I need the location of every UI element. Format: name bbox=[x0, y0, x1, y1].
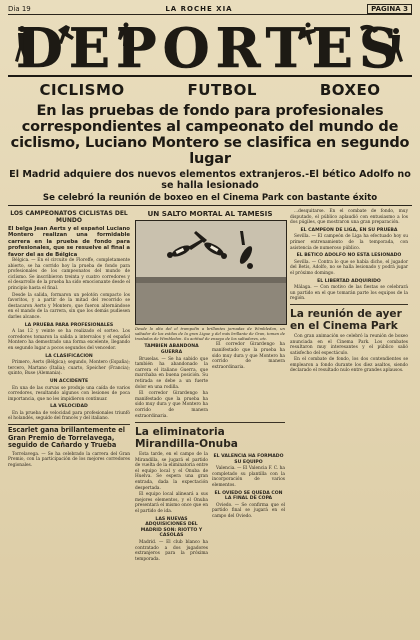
header-date: Dia 19 bbox=[8, 4, 31, 13]
right-paragraph: Málaga. — Con motivo de las fiestas se celebrará un partido en el que tomarán parte los equipos de la región. bbox=[290, 285, 408, 302]
left-paragraph: En la prueba de velocidad para profesionales triunfó el holandés, seguido del francés y del italiano. bbox=[8, 410, 130, 422]
middle-half-right bbox=[212, 342, 285, 420]
left-paragraph: Torrelavega. — Se ha celebrado la carrera del Gran Premio, con la participación de los mejores corredores regionales. bbox=[8, 451, 130, 469]
right-paragraph: En el combate de fondo, los dos contendientes se emplearon a fondo durante los diez asaltos, siendo declarado el resultado nulo entre grandes aplausos. bbox=[290, 357, 408, 374]
masthead-art bbox=[8, 17, 412, 75]
left-paragraph: En una de las curvas se produjo una caída de varios corredores, resultando algunos con lesiones de poca importancia, que no les impidieron continuar. bbox=[8, 385, 130, 402]
right-paragraph: ...desquitarse. En el combate de fondo, muy disputado, el público aplaudió con entusiasmo a los dos púgiles, que mostraron una gran preparación. bbox=[290, 209, 408, 226]
section-boxing: BOXEO bbox=[319, 81, 381, 99]
left-headline-2: Escarlet gana brillantemente el Gran Premio de Torrelavega, seguido de Cañardo y Trueba bbox=[8, 426, 126, 450]
column-middle bbox=[135, 209, 285, 563]
masthead bbox=[8, 17, 412, 77]
subheadline-boxing: Se celebró la reunión de boxeo en el Cinema Park con bastante éxito bbox=[8, 193, 412, 206]
middle-half-left bbox=[135, 452, 208, 563]
article-columns bbox=[8, 209, 412, 563]
main-headline: En las pruebas de fondo para profesionales correspondientes al campeonato del mundo de ciclismo, Luciano Montero se clasifica en segundo lugar bbox=[10, 103, 410, 167]
diving-photo-image bbox=[136, 221, 286, 324]
subheadline-football: El Madrid adquiere dos nuevos elementos extranjeros.-El bético Adolfo no se halla lesionado bbox=[9, 169, 411, 191]
mid-subhead: LAS NUEVAS ADQUISICIONES DEL MADRID SON: RIOTTO Y CASOLAS bbox=[140, 516, 203, 539]
mid-paragraph: Esta tarde, en el campo de la Mirandilla, se jugará el partido de vuelta de la eliminatoria entre el equipo local y el Onuba de Huelva. Se espera una gran entrada, dada la expectación despertada. bbox=[135, 452, 208, 491]
middle-half-left bbox=[135, 342, 208, 420]
mid-paragraph: Valencia. — El Valencia F. C. ha completado su plantilla con la incorporación de varios elementos. bbox=[212, 466, 285, 489]
right-subhead: EL BETICO ADOLFO NO ESTA LESIONADO bbox=[296, 253, 402, 259]
left-paragraph: A las 12 y veinte se ha realizado el sorteo. Los corredores tomaron la salida a intervalos y el español Montero ha demostrado una forma excelente, llegando en segundo lugar a pocos segundos del vencedor. bbox=[8, 329, 130, 351]
column-right bbox=[290, 209, 408, 563]
right-paragraph: Con gran animación se celebró la reunión de boxeo anunciada en el Cinema Park. Los combates resultaron muy interesantes y el público salió satisfecho del espectáculo. bbox=[290, 333, 408, 356]
right-paragraph: Sevilla. — Contra lo que se había dicho, el jugador del Betis, Adolfo, no se halla lesionado y podrá jugar el próximo domingo. bbox=[290, 259, 408, 276]
mid-paragraph: Oviedo. — Se confirma que el partido final se jugará en el campo del Oviedo. bbox=[212, 502, 285, 520]
column-divider bbox=[8, 424, 130, 425]
page-header bbox=[8, 4, 412, 15]
left-subhead: LA CLASIFICACION bbox=[45, 353, 93, 359]
mid-subhead: EL VALENCIA HA FORMADO SU EQUIPO bbox=[213, 454, 284, 465]
right-subhead: EL CAMPEON DE LIGA, EN SU PRUEBA bbox=[300, 227, 398, 233]
right-paragraph: Sevilla. — El campeón de Liga ha efectuado hoy su primer entrenamiento de la temporada, con asistencia de numeroso público. bbox=[290, 234, 408, 251]
mid-paragraph: Bruselas. — Se ha sabido que también ha abandonado la carrera el italiano Guerra, que marchaba en buena posición. Su retirada se debe a un fuerte dolor en una rodilla. bbox=[135, 356, 208, 390]
right-subhead: EL LIBERTAD ADQUIRIDO bbox=[317, 278, 381, 284]
left-paragraph: Bélgica. — En el circuito de Floreffe, completamente abierto, se ha corrido hoy la prueba de fondo para profesionales de los campeonatos del mundo de ciclismo. Se inscribieron treinta y cuatro corredores y el desarrollo de la prueba ha sido emocionante desde el principio hasta el final. bbox=[8, 258, 130, 291]
mid-paragraph: Madrid. — El club blanco ha contratado a dos jugadores extranjeros para la próxima temporada. bbox=[135, 540, 208, 562]
left-paragraph: Desde la salida, formaron un pelotón compacto los favoritos, y a partir de la mitad del recorrido se destacaron Aerts y Montero, que fueron alternándose en el mando de la carrera, sin que los demás pudiesen darles alcance. bbox=[8, 292, 130, 320]
column-divider bbox=[135, 422, 285, 423]
photo-headline: UN SALTO MORTAL AL TAMESIS bbox=[147, 209, 273, 218]
middle-split-2 bbox=[135, 452, 285, 563]
section-football: FUTBOL bbox=[187, 81, 257, 99]
section-labels bbox=[8, 79, 412, 101]
left-subhead: LA PRUEBA PARA PROFESIONALES bbox=[24, 322, 114, 328]
left-subhead: LA VELOCIDAD bbox=[50, 404, 88, 410]
mid-subhead: EL OVIEDO SE QUEDA CON LA FINAL DE COPA bbox=[214, 490, 283, 502]
mid-headline-2: La eliminatoria Mirandilla-Onuba bbox=[135, 426, 238, 451]
diving-photo bbox=[135, 220, 287, 325]
middle-half-right bbox=[212, 452, 285, 563]
left-lead: El belga Jean Aerts y el español Luciano Montero realizan una formidable carrera en la prueba de fondo para profesionales, que se resuelve al final a favor del as de Bélgica bbox=[8, 226, 130, 258]
left-paragraph: Primero, Aerts (Bélgica); segundo, Montero (España); tercero, Martano (Italia); cuarto, Speicher (Francia); quinto, Buse (Alemania). bbox=[8, 360, 130, 377]
mid-paragraph: El equipo local alineará a sus mejores elementos, y el Onuba presentará el mismo once que en el partido de ida. bbox=[135, 492, 208, 515]
photo-caption: Desde lo alto del el trampolín a brillantes jornadas de Wimbledon, un saltador de los estilos de la gran Ligue y del más brillante de Gran, toman de traslados de Wimbledon. Su actitud de ensayo de los saltadores, etc. bbox=[135, 326, 285, 341]
column-left bbox=[8, 209, 130, 563]
left-kicker: LOS CAMPEONATOS CICLISTAS DEL MUNDO bbox=[10, 210, 128, 224]
mid-paragraph: El corredor Girardengo ha manifestado que la prueba ha sido muy dura y que Montero ha corrido de manera extraordinaria. bbox=[212, 342, 285, 370]
section-cycling: CICLISMO bbox=[39, 81, 125, 99]
header-page-number: PAGINA 3 bbox=[367, 4, 412, 14]
masthead-title: DEPORTES bbox=[16, 17, 404, 75]
middle-split bbox=[135, 342, 285, 420]
left-subhead: UN ACCIDENTE bbox=[49, 378, 89, 384]
mid-subhead: TAMBIEN ABANDONA GUERRA bbox=[144, 344, 199, 355]
header-center: LA ROCHE XIA bbox=[165, 4, 233, 13]
mid-paragraph: El corredor Girardengo ha manifestado que la prueba ha sido muy dura y que Montero ha corrido de manera extraordinaria. bbox=[135, 391, 208, 419]
column-divider bbox=[290, 304, 408, 305]
right-headline-2: La reunión de ayer en el Cinema Park bbox=[290, 307, 402, 332]
